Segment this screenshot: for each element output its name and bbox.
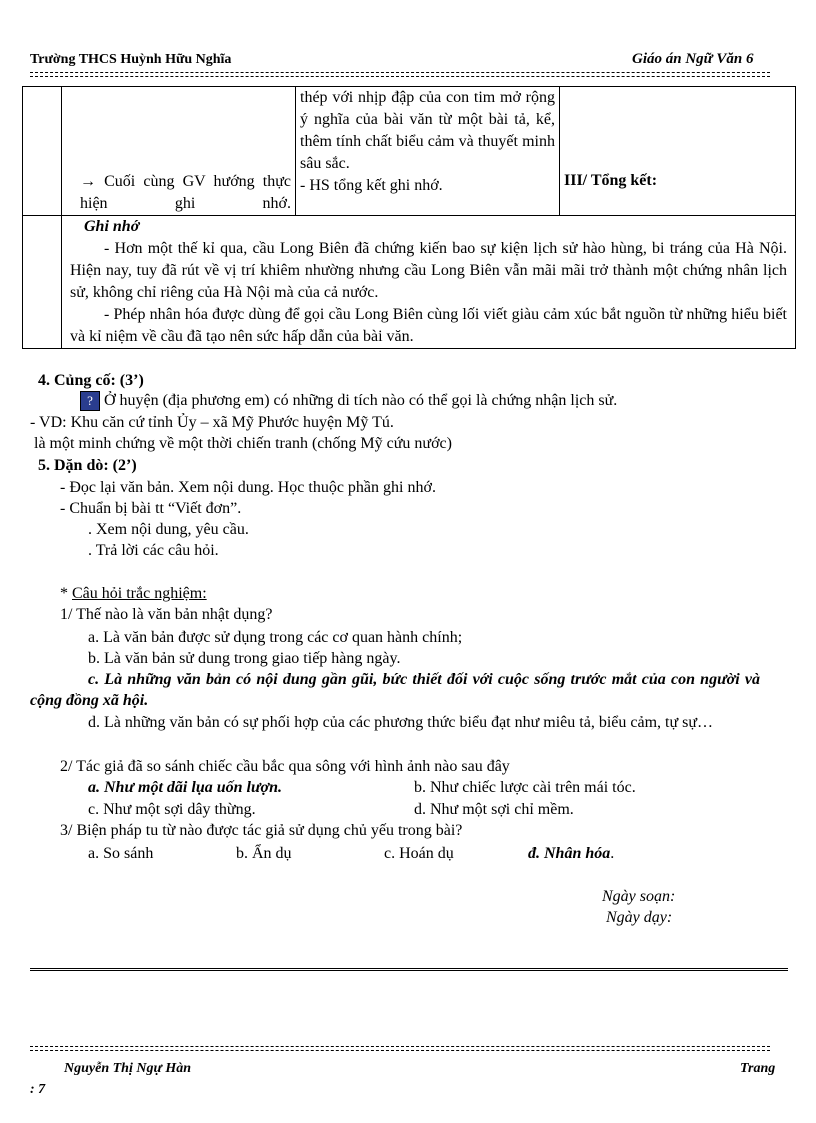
footer-rule (30, 1046, 770, 1047)
student-text-2: - HS tổng kết ghi nhớ. (300, 177, 443, 194)
arrow-icon: → (80, 173, 96, 190)
q1-option-c: c. Là những văn bản có nội dung gần gũi, bức thiết đối với cuộc sống trước mắt của con người và cộng đồng xã hội. (30, 671, 760, 709)
q1: 1/ Thế nào là văn bản nhật dụng? (60, 606, 273, 623)
page-end-rule (30, 968, 788, 971)
footer-rule-2 (30, 1050, 770, 1051)
q2: 2/ Tác giả đã so sánh chiếc cầu bắc qua sông với hình ảnh nào sau đây (60, 758, 510, 775)
q3-option-d-line (528, 843, 614, 864)
subject-title: Giáo án Ngữ Văn 6 (632, 51, 754, 67)
student-text-1: thép với nhịp đập của con tim mở rộng ý nghĩa của bài văn từ một bài tả, kể, thêm tính chất biểu cảm và thuyết minh sâu sắc. (300, 89, 555, 172)
ghi-nho-cell (62, 216, 796, 349)
q2-option-b: b. Như chiếc lược cài trên mái tóc. (414, 779, 636, 796)
ngay-soan: Ngày soạn: (602, 888, 676, 905)
dan-do-line-1: - Đọc lại văn bản. Xem nội dung. Học thuộc phần ghi nhớ. (60, 479, 436, 496)
q3: 3/ Biện pháp tu từ nào được tác giả sử dụng chủ yếu trong bài? (60, 822, 463, 839)
q1-option-d: d. Là những văn bản có sự phối hợp của các phương thức biểu đạt như miêu tả, biểu cảm, tự sự… (88, 714, 714, 731)
cung-co-question-line (80, 390, 617, 411)
page-number: : 7 (30, 1082, 46, 1097)
quiz-star: * (60, 585, 72, 602)
header-rule-2 (30, 76, 770, 77)
teacher-cell (62, 87, 296, 216)
tong-ket-heading: III/ Tổng kết: (564, 172, 658, 189)
table-row (23, 87, 796, 216)
header-rule (30, 72, 770, 73)
content-cell (560, 87, 796, 216)
dan-do-heading: 5. Dặn dò: (2’) (38, 457, 137, 474)
cung-co-heading: 4. Củng cố: (3’) (38, 372, 144, 389)
q2-option-a: a. Như một dãi lụa uốn lượn. (88, 779, 283, 796)
table-row (23, 216, 796, 349)
q1-option-a: a. Là văn bản được sử dụng trong các cơ quan hành chính; (88, 629, 463, 646)
q2-option-c: c. Như một sợi dây thừng. (88, 801, 256, 818)
school-name: Trường THCS Huỳnh Hữu Nghĩa (30, 52, 232, 67)
teacher-text: Cuối cùng GV hướng thực hiện ghi nhớ. (80, 173, 292, 212)
q1-option-b: b. Là văn bản sử dung trong giao tiếp hàng ngày. (88, 650, 401, 667)
ghi-nho-title: Ghi nhớ (84, 218, 140, 235)
question-icon: ? (80, 391, 100, 411)
dan-do-line-2: - Chuẩn bị bài tt “Viết đơn”. (60, 500, 242, 517)
cung-co-question: Ở huyện (địa phương em) có những di tích nào có thể gọi là chứng nhận lịch sử. (104, 392, 618, 409)
table-cell-blank (23, 87, 62, 216)
ngay-day: Ngày dạy: (606, 909, 673, 926)
table-cell-blank (23, 216, 62, 349)
q3-option-c: c. Hoán dụ (384, 845, 454, 862)
student-cell (296, 87, 560, 216)
q3-option-a: a. So sánh (88, 845, 154, 862)
cung-co-vd2: là một minh chứng về một thời chiến tranh (chống Mỹ cứu nước) (34, 435, 452, 452)
quiz-heading-line (60, 583, 207, 604)
quiz-heading: Câu hỏi trắc nghiệm: (72, 585, 207, 602)
lesson-table (22, 86, 796, 349)
ghi-nho-p2: - Phép nhân hóa được dùng để gọi cầu Long Biên cùng lối viết giàu cảm xúc bắt nguồn từ những hiểu biết và kỉ niệm về cầu đã tạo nên sức hấp dẫn của bài văn. (70, 306, 787, 345)
author-name: Nguyễn Thị Ngự Hàn (64, 1061, 192, 1076)
dan-do-line-3: . Xem nội dung, yêu cầu. (88, 521, 249, 538)
q3-option-d: đ. Nhân hóa (528, 845, 611, 862)
ghi-nho-p1: - Hơn một thế kỉ qua, cầu Long Biên đã chứng kiến bao sự kiện lịch sử hào hùng, bi tráng của Hà Nội. Hiện nay, tuy đã rút về vị trí khiêm nhường nhưng cầu Long Biên vẫn mãi mãi trở thành một chứng nhân lịch sử, không chỉ riêng của Hà Nội mà của cả nước. (70, 240, 787, 301)
cung-co-vd: - VD: Khu căn cứ tỉnh Ủy – xã Mỹ Phước huyện Mỹ Tú. (30, 414, 394, 431)
page-label: Trang (740, 1061, 776, 1076)
dan-do-line-4: . Trả lời các câu hỏi. (88, 542, 219, 559)
q2-option-d: d. Như một sợi chỉ mềm. (414, 801, 574, 818)
q3-option-b: b. Ẩn dụ (236, 845, 292, 862)
q3-option-d-dot: . (610, 845, 615, 862)
